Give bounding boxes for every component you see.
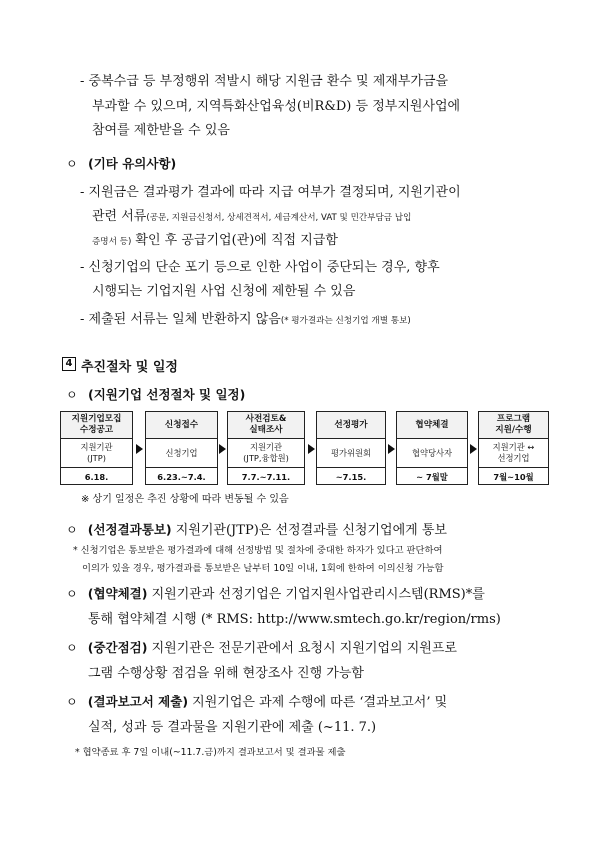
paragraph-line: - 중복수급 등 부정행위 적발시 해당 지원금 환수 및 제재부가금을 xyxy=(80,74,449,89)
footnote-line: 이의가 있을 경우, 평가결과를 통보받은 날부터 10일 이내, 1회에 한하여 이의신청 가능함 xyxy=(82,563,444,574)
paragraph-line: 그램 수행상황 점검을 위해 현장조사 진행 가능함 xyxy=(88,666,364,681)
paragraph-line xyxy=(92,229,338,248)
section-title-etc: (기타 유의사항) xyxy=(88,156,177,171)
text-segment: 지원기관은 전문기관에서 요청시 지원기업의 지원프로 xyxy=(147,641,457,656)
paragraph-line xyxy=(66,583,485,602)
flow-step xyxy=(227,411,305,485)
notice-title: (선정결과통보) xyxy=(87,522,172,537)
paragraph-line: - 지원금은 결과평가 결과에 따라 지급 여부가 결정되며, 지원기관이 xyxy=(80,185,461,200)
text-segment: 관련 서류 xyxy=(92,209,147,224)
flow-step-header: 신청접수 xyxy=(146,412,217,439)
flow-step-header: 지원기업모집 수정공고 xyxy=(61,412,132,439)
paragraph-line: 통해 협약체결 시행 (* RMS: http://www.smtech.go.kr/region/rms) xyxy=(88,612,501,627)
text-segment: 지원기관과 선정기업은 기업지원사업관리시스템(RMS)*를 xyxy=(147,587,485,602)
midcheck-title: (중간점검) xyxy=(87,640,148,655)
flow-step-actor: 지원기관 (JTP,융합원) xyxy=(228,439,304,468)
paragraph-line xyxy=(66,519,447,538)
flow-step-actor: 평가위원회 xyxy=(317,439,385,468)
flow-step-header: 사전검토& 실태조사 xyxy=(228,412,304,439)
paragraph-line: 부과할 수 있으며, 지역특화산업육성(비R&D) 등 정부지원사업에 xyxy=(92,99,461,114)
flow-step-header: 협약체결 xyxy=(397,412,467,439)
schedule-title: (지원기업 선정절차 및 일정) xyxy=(88,387,246,402)
footnote-line: * 협약종료 후 7일 이내(~11.7.금)까지 결과보고서 및 결과물 제출 xyxy=(75,747,346,758)
text-segment: - 제출된 서류는 일체 반환하지 않음 xyxy=(80,312,281,327)
flow-step xyxy=(316,411,386,485)
section-number-box: 4 xyxy=(62,357,76,371)
report-title: (결과보고서 제출) xyxy=(87,694,189,709)
flow-step xyxy=(60,411,133,485)
agreement-title: (협약체결) xyxy=(87,586,148,601)
flow-step xyxy=(478,411,549,485)
flow-step-date: 6.23.~7.4. xyxy=(157,472,206,482)
flow-step xyxy=(145,411,218,485)
flow-step-actor: 지원기관 (JTP) xyxy=(61,439,132,468)
paragraph-line: 참여를 제한받을 수 있음 xyxy=(92,123,230,138)
flow-step-actor: 협약당사자 xyxy=(397,439,467,468)
bullet-circle: ㅇ xyxy=(66,587,78,601)
bullet-circle: ㅇ xyxy=(66,523,78,537)
flow-step xyxy=(396,411,468,485)
paragraph-line: - 신청기업의 단순 포기 등으로 인한 사업이 중단되는 경우, 향후 xyxy=(80,260,440,275)
flow-step-date: ~ 7월말 xyxy=(416,472,448,482)
flow-step-actor: 신청기업 xyxy=(146,439,217,468)
arrow-right-icon xyxy=(388,444,395,454)
flow-step-date: 7월~10월 xyxy=(493,472,534,482)
flow-step-date: ~7.15. xyxy=(335,472,367,482)
bullet-circle: ㅇ xyxy=(66,641,78,655)
bullet-circle: ㅇ xyxy=(66,695,78,709)
flow-step-actor: 지원기관 ↔ 선정기업 xyxy=(479,439,548,468)
text-segment: 지원기업은 과제 수행에 따른 ‘결과보고서’ 및 xyxy=(188,695,448,710)
text-segment-small: (* 평가결과는 신청기업 개별 통보) xyxy=(280,316,411,326)
paragraph-line xyxy=(92,205,411,224)
paragraph-line xyxy=(80,308,411,327)
bullet-circle: ㅇ xyxy=(66,157,78,171)
section-heading: 추진절차 및 일정 xyxy=(81,360,178,375)
flow-step-header: 선정평가 xyxy=(317,412,385,439)
text-segment: 지원기관(JTP)은 선정결과를 신청기업에게 통보 xyxy=(171,523,447,538)
flow-step-date: 7.7.~7.11. xyxy=(241,472,291,482)
flow-step-header: 프로그램 지원/수행 xyxy=(479,412,548,439)
arrow-right-icon xyxy=(136,444,143,454)
text-segment-small: (공문, 지원금신청서, 상세견적서, 세금계산서, VAT 및 민간부담금 납입 xyxy=(146,213,412,223)
paragraph-line: 실적, 성과 등 결과물을 지원기관에 제출 (~11. 7.) xyxy=(88,720,377,735)
bullet-circle: ㅇ xyxy=(66,388,78,402)
arrow-right-icon xyxy=(219,444,226,454)
arrow-right-icon xyxy=(470,444,477,454)
text-segment-small: 증명서 등) xyxy=(92,237,132,247)
arrow-right-icon xyxy=(308,444,315,454)
paragraph-line xyxy=(66,691,447,710)
paragraph-line xyxy=(66,637,457,656)
flow-step-date: 6.18. xyxy=(84,472,109,482)
paragraph-line: 시행되는 기업지원 사업 신청에 제한될 수 있음 xyxy=(92,284,356,299)
text-segment: 확인 후 공급기업(관)에 직접 지급함 xyxy=(131,233,338,248)
footnote-line: * 신청기업은 통보받은 평가결과에 대해 선정방법 및 절차에 중대한 하자가 있다고 판단하여 xyxy=(73,545,443,556)
schedule-note: ※ 상기 일정은 추진 상황에 따라 변동될 수 있음 xyxy=(81,494,289,505)
